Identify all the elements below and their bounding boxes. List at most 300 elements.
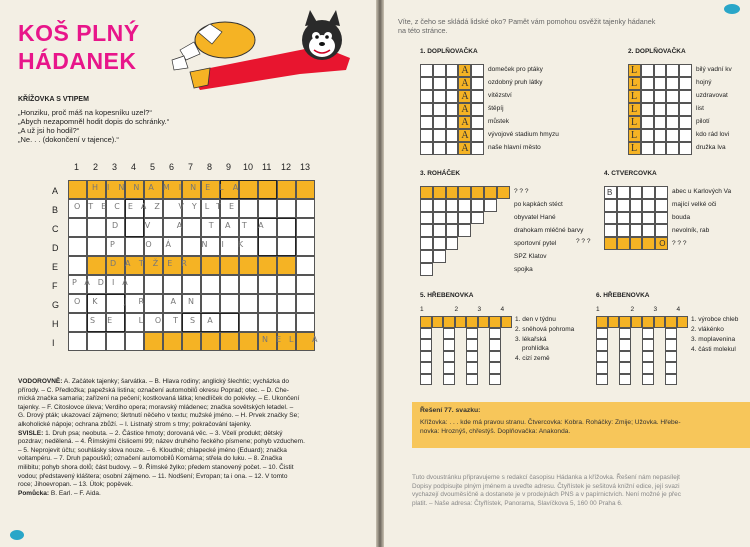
hrebenovka-cell[interactable] [466, 351, 478, 363]
doplnovacka-cell[interactable] [433, 90, 446, 103]
hrebenovka-cell [420, 316, 432, 328]
rohacek-cell[interactable] [446, 199, 459, 212]
doplnovacka-cell[interactable] [641, 116, 654, 129]
doplnovacka-cell [458, 116, 471, 129]
column-number: 5 [150, 162, 156, 172]
cat-illustration [150, 10, 376, 90]
clue-text: naše hlavní město [488, 144, 541, 151]
footer-note [412, 474, 681, 508]
hrebenovka-cell [608, 316, 620, 328]
ctvercovka-grid[interactable] [576, 186, 668, 250]
doplnovacka-cell[interactable] [446, 103, 459, 116]
hrebenovka-cell[interactable] [665, 339, 677, 351]
rohacek-cell[interactable] [420, 237, 433, 250]
rohacek-cell[interactable] [471, 212, 484, 225]
comb-number: 4 [500, 306, 505, 313]
column-number: 8 [207, 162, 213, 172]
crossword-cell [87, 256, 106, 275]
clue-text: A. Začátek tajenky; šarvátka. – B. Hlava rodiny; anglický šlechtic; vycházka do [63, 378, 289, 385]
printed-letter: L [631, 65, 638, 76]
doplnovacka-cell[interactable] [641, 64, 654, 77]
ctvercovka-cell [604, 237, 617, 250]
ctvercovka-cell[interactable] [604, 186, 617, 199]
doplnovacka-1-heading: 1. DOPLŇOVAČKA [420, 48, 478, 55]
clue-text: nevolník, rab [672, 227, 710, 234]
printed-letter: L [631, 130, 638, 141]
rohacek-cell[interactable] [458, 199, 471, 212]
solution-line: Křížovka: . . . kde má pravou stranu. Čtvercovka: Kobra. Roháčky: Zmije; Užovka. Hřebe- [420, 419, 681, 426]
crossword-cell[interactable] [68, 332, 87, 351]
hrebenovka-cell [478, 316, 490, 328]
doplnovacka-cell[interactable] [641, 129, 654, 142]
doplnovacka-1-grid[interactable] [420, 64, 484, 155]
hrebenovka-cell[interactable] [489, 362, 501, 374]
doplnovacka-cell[interactable] [666, 129, 679, 142]
crossword-cell[interactable] [296, 313, 315, 332]
doplnovacka-cell[interactable] [471, 129, 484, 142]
hrebenovka-cell[interactable] [619, 362, 631, 374]
clue-text: 1. den v týdnu [515, 316, 556, 323]
clue-text: vodou; představený kláštera; osobní zájmeno. – 11. Nodšení; Evropan; ta i ona. – 12. V tomto [18, 472, 288, 480]
hrebenovka-cell[interactable] [642, 374, 654, 386]
clue-text: ? ? ? [514, 188, 529, 195]
doplnovacka-cell[interactable] [471, 77, 484, 90]
doplnovacka-cell[interactable] [433, 77, 446, 90]
doplnovacka-cell[interactable] [666, 116, 679, 129]
hint-heading: Pomůcka: [18, 489, 50, 497]
hrebenovka-cell [619, 316, 631, 328]
doplnovacka-cell[interactable] [433, 116, 446, 129]
hrebenovka-cell[interactable] [420, 339, 432, 351]
hrebenovka-6-grid[interactable] [596, 306, 688, 390]
crossword-cell[interactable] [125, 332, 144, 351]
rohacek-grid[interactable] [420, 186, 510, 276]
printed-letter: L [631, 91, 638, 102]
comb-number: 3 [477, 306, 482, 313]
solution-heading: Řešení 77. svazku: [420, 407, 481, 414]
crossword-cell[interactable] [296, 275, 315, 294]
comb-number: 1 [596, 306, 600, 313]
comb-number: 2 [630, 306, 635, 313]
crossword-cell[interactable] [239, 275, 258, 294]
doplnovacka-cell [628, 103, 641, 116]
ctvercovka-cell[interactable] [617, 224, 630, 237]
hrebenovka-cell[interactable] [642, 339, 654, 351]
clue-text: 2. vlákénko [691, 326, 724, 333]
ctvercovka-cell[interactable] [642, 224, 655, 237]
crossword-cell[interactable] [182, 275, 201, 294]
crossword-cell [220, 332, 239, 351]
row-letter: C [52, 224, 59, 234]
crossword-cell[interactable] [87, 332, 106, 351]
hrebenovka-cell[interactable] [443, 351, 455, 363]
comb-number: 4 [676, 306, 681, 313]
rohacek-cell[interactable] [484, 199, 497, 212]
column-number: 6 [169, 162, 175, 172]
clue-text: drahokam mléčné barvy [514, 227, 584, 234]
hrebenovka-cell[interactable] [596, 328, 608, 340]
clue-text: G. Drový pták; ukazovací zájmeno; škrtnutí něčeho v textu; mužské jméno. – H. Prvek značky Se; [18, 412, 300, 420]
printed-letter: A [461, 130, 469, 141]
ctvercovka-cell[interactable] [630, 186, 643, 199]
handwritten-row-i: NEL A [262, 335, 326, 344]
crossword-cell[interactable] [277, 313, 296, 332]
clue-text: hojný [696, 79, 712, 86]
crossword-cell[interactable] [277, 275, 296, 294]
hrebenovka-cell[interactable] [489, 374, 501, 386]
hrebenovka-cell[interactable] [489, 328, 501, 340]
ctvercovka-cell[interactable] [655, 186, 668, 199]
hrebenovka-6-heading: 6. HŘEBENOVKA [596, 292, 650, 299]
hrebenovka-cell[interactable] [596, 374, 608, 386]
crossword-subtitle: KŘÍŽOVKA S VTIPEM [18, 96, 89, 103]
crossword-cell[interactable] [277, 199, 296, 218]
crossword-cell[interactable] [239, 313, 258, 332]
row-letter: D [52, 243, 59, 253]
doplnovacka-cell[interactable] [666, 64, 679, 77]
doplnovacka-cell[interactable] [433, 103, 446, 116]
crossword-cell[interactable] [296, 237, 315, 256]
hrebenovka-cell [631, 316, 643, 328]
crossword-cell [258, 256, 277, 275]
column-number: 1 [74, 162, 80, 172]
crossword-cell[interactable] [296, 256, 315, 275]
printed-letter: L [631, 78, 638, 89]
doplnovacka-cell[interactable] [471, 142, 484, 155]
crossword-cell[interactable] [258, 294, 277, 313]
crossword-cell [239, 332, 258, 351]
crossword-cell[interactable] [163, 275, 182, 294]
crossword-cell[interactable] [68, 256, 87, 275]
title-line-1: KOŠ PLNÝ [18, 20, 140, 46]
doplnovacka-cell[interactable] [641, 90, 654, 103]
joke-line: „A už jsi ho hodil?“ [18, 126, 80, 135]
doplnovacka-cell[interactable] [641, 142, 654, 155]
rohacek-cell [471, 186, 484, 199]
doplnovacka-cell[interactable] [471, 116, 484, 129]
crossword-cell[interactable] [258, 199, 277, 218]
rohacek-cell[interactable] [433, 224, 446, 237]
ctvercovka-cell[interactable] [604, 224, 617, 237]
doplnovacka-cell[interactable] [446, 90, 459, 103]
doplnovacka-cell[interactable] [679, 142, 692, 155]
hrebenovka-cell[interactable] [596, 351, 608, 363]
ctvercovka-cell[interactable] [655, 224, 668, 237]
doplnovacka-cell[interactable] [654, 103, 667, 116]
doplnovacka-cell[interactable] [654, 64, 667, 77]
handwritten-row-g: OK JR AN [74, 297, 207, 306]
hrebenovka-cell[interactable] [642, 362, 654, 374]
crossword-cell[interactable] [87, 237, 106, 256]
hrebenovka-cell [489, 316, 501, 328]
doplnovacka-cell[interactable] [446, 129, 459, 142]
clue-text: vývojové stadium hmyzu [488, 131, 559, 138]
doplnovacka-cell[interactable] [446, 77, 459, 90]
crossword-cell[interactable] [296, 294, 315, 313]
rohacek-cell[interactable] [446, 212, 459, 225]
doplnovacka-cell[interactable] [654, 129, 667, 142]
handwritten-row-f: PADIA [72, 278, 136, 287]
ctvercovka-cell[interactable] [655, 212, 668, 225]
column-number: 2 [93, 162, 99, 172]
row-letter: B [52, 205, 59, 215]
hrebenovka-cell[interactable] [642, 328, 654, 340]
printed-letter: A [461, 78, 469, 89]
clue-text: uzdravovat [696, 92, 728, 99]
comb-number: 3 [653, 306, 658, 313]
clue-text: alkoholické nápoje; ochrana zbůží. – I. Listnatý strom s trny; pokračování tajenky. [18, 420, 252, 428]
hrebenovka-cell[interactable] [420, 362, 432, 374]
row-letter: H [52, 319, 59, 329]
doplnovacka-cell[interactable] [446, 116, 459, 129]
rohacek-cell[interactable] [458, 212, 471, 225]
doplnovacka-cell[interactable] [679, 103, 692, 116]
ctvercovka-cell[interactable] [604, 212, 617, 225]
ctvercovka-cell [642, 237, 655, 250]
crossword-cell [277, 180, 296, 199]
printed-letter: L [631, 117, 638, 128]
clue-text: milibitu; pohyb shora dolů; část budovy. – 9. Římské žylko; předem stanovený počet. – 10. Čistit [18, 463, 294, 471]
crossword-cell [201, 332, 220, 351]
doplnovacka-cell[interactable] [446, 64, 459, 77]
hrebenovka-cell[interactable] [466, 362, 478, 374]
clue-text: ozdobný pruh látky [488, 79, 543, 86]
corner-logo [10, 530, 24, 540]
ctvercovka-cell[interactable] [642, 212, 655, 225]
ctvercovka-cell[interactable] [642, 186, 655, 199]
joke-line: „Ne. . . (dokončení v tajence).“ [18, 135, 119, 144]
hrebenovka-cell[interactable] [420, 374, 432, 386]
doplnovacka-cell[interactable] [471, 64, 484, 77]
clues-block [18, 378, 368, 498]
crossword-cell[interactable] [220, 275, 239, 294]
ctvercovka-cell[interactable] [655, 199, 668, 212]
doplnovacka-cell[interactable] [679, 90, 692, 103]
hrebenovka-cell[interactable] [466, 374, 478, 386]
hrebenovka-cell[interactable] [489, 351, 501, 363]
crossword-cell[interactable] [220, 294, 239, 313]
crossword-cell[interactable] [201, 275, 220, 294]
doplnovacka-cell [458, 142, 471, 155]
crossword-cell[interactable] [258, 313, 277, 332]
doplnovacka-cell[interactable] [420, 90, 433, 103]
ctvercovka-cell [617, 237, 630, 250]
title-line-2: HÁDANEK [18, 48, 137, 74]
doplnovacka-cell [628, 129, 641, 142]
crossword-cell[interactable] [258, 275, 277, 294]
doplnovacka-cell[interactable] [433, 129, 446, 142]
doplnovacka-2-grid[interactable] [628, 64, 692, 155]
doplnovacka-cell[interactable] [433, 64, 446, 77]
hrebenovka-cell[interactable] [619, 328, 631, 340]
clue-text: kdo rád lovi [696, 131, 730, 138]
doplnovacka-cell [628, 77, 641, 90]
clue-text: obyvatel Hané [514, 214, 556, 221]
rohacek-cell[interactable] [433, 237, 446, 250]
clue-text: 3. lékařská [515, 336, 547, 343]
ctvercovka-cell[interactable] [642, 199, 655, 212]
doplnovacka-cell[interactable] [654, 77, 667, 90]
hrebenovka-cell[interactable] [619, 351, 631, 363]
hrebenovka-cell [677, 316, 689, 328]
doplnovacka-cell[interactable] [641, 103, 654, 116]
handwritten-row-d: P OÁ NIK [110, 240, 258, 249]
doplnovacka-cell[interactable] [666, 142, 679, 155]
crossword-cell [144, 332, 163, 351]
doplnovacka-cell[interactable] [420, 129, 433, 142]
row-letter: G [52, 300, 60, 310]
clue-text: 4. cizí země [515, 355, 550, 362]
rohacek-cell[interactable] [458, 224, 471, 237]
crossword-cell[interactable] [239, 294, 258, 313]
rohacek-cell [420, 186, 433, 199]
column-number: 10 [243, 162, 254, 172]
footer-line: Tuto dvoustránku připravujeme s redakcí časopisu Hádanka a křížovka. Řešení nám nepasílejt [412, 474, 680, 481]
hrebenovka-cell [665, 316, 677, 328]
crossword-cell[interactable] [106, 332, 125, 351]
clue-text: bouda [672, 214, 691, 221]
rohacek-cell[interactable] [446, 237, 459, 250]
doplnovacka-cell[interactable] [654, 116, 667, 129]
hrebenovka-cell[interactable] [443, 374, 455, 386]
corner-logo [724, 4, 740, 14]
doplnovacka-cell[interactable] [420, 77, 433, 90]
ctvercovka-cell[interactable] [630, 224, 643, 237]
rohacek-cell[interactable] [420, 224, 433, 237]
clue-text: roce; Jihoevropan. – 13. Útok; popěvek. [18, 481, 133, 489]
rohacek-cell[interactable] [433, 250, 446, 263]
hrebenovka-cell[interactable] [489, 339, 501, 351]
column-number: 11 [262, 162, 272, 172]
doplnovacka-cell [458, 77, 471, 90]
hrebenovka-cell[interactable] [420, 328, 432, 340]
hrebenovka-cell[interactable] [443, 328, 455, 340]
crossword-cell[interactable] [144, 275, 163, 294]
hrebenovka-cell[interactable] [466, 328, 478, 340]
rohacek-cell[interactable] [471, 199, 484, 212]
hrebenovka-cell[interactable] [443, 362, 455, 374]
clue-text: pilotí [696, 118, 710, 125]
doplnovacka-cell[interactable] [420, 116, 433, 129]
doplnovacka-cell[interactable] [666, 90, 679, 103]
clue-text: ? ? ? [672, 240, 687, 247]
ctvercovka-cell[interactable] [617, 199, 630, 212]
rohacek-cell[interactable] [433, 199, 446, 212]
doplnovacka-cell[interactable] [446, 142, 459, 155]
hrebenovka-cell [466, 316, 478, 328]
joke-line: „Abych nezapomněl hodit dopis do schránky.“ [18, 117, 170, 126]
doplnovacka-cell[interactable] [654, 90, 667, 103]
ctvercovka-cell[interactable] [604, 199, 617, 212]
handwritten-row-a: HINNAMINELA [92, 183, 248, 192]
crossword-cell[interactable] [68, 237, 87, 256]
crossword-cell[interactable] [296, 218, 315, 237]
clue-text: štěpíj [488, 105, 504, 112]
rohacek-cell[interactable] [420, 263, 433, 276]
doplnovacka-cell[interactable] [420, 103, 433, 116]
printed-letter: L [631, 104, 638, 115]
rohacek-cell[interactable] [420, 250, 433, 263]
hrebenovka-cell [501, 316, 513, 328]
hrebenovka-cell[interactable] [619, 374, 631, 386]
doplnovacka-2-heading: 2. DOPLŇOVAČKA [628, 48, 686, 55]
rohacek-cell[interactable] [446, 224, 459, 237]
doplnovacka-cell[interactable] [471, 103, 484, 116]
clue-text: pozdrav; nedělená. – 4. Římskými číslicemi 99; název druhého řeckého písmene; pohyb vzduchem. [18, 438, 305, 446]
hrebenovka-cell[interactable] [665, 328, 677, 340]
hrebenovka-cell[interactable] [443, 339, 455, 351]
hrebenovka-cell[interactable] [420, 351, 432, 363]
clue-text: voltampéru. – 7. Druh papoušků; označení automobilů Komárna; střela do luku. – 8. Značka [18, 455, 283, 463]
doplnovacka-cell[interactable] [654, 142, 667, 155]
hrebenovka-cell [654, 316, 666, 328]
row-letter: A [52, 186, 59, 196]
solution-text [420, 418, 681, 436]
crossword-cell[interactable] [87, 218, 106, 237]
handwritten-row-e: DATŽER [110, 259, 196, 268]
doplnovacka-cell[interactable] [433, 142, 446, 155]
solution-line: novka: Hroznýš, chřestýš. Doplňovačka: Anakonda. [420, 428, 571, 435]
ctvercovka-cell[interactable] [630, 212, 643, 225]
hrebenovka-cell[interactable] [596, 362, 608, 374]
crossword-cell[interactable] [68, 218, 87, 237]
doplnovacka-cell[interactable] [679, 116, 692, 129]
doplnovacka-cell[interactable] [666, 103, 679, 116]
rohacek-cell[interactable] [420, 199, 433, 212]
hrebenovka-cell[interactable] [665, 374, 677, 386]
doplnovacka-cell[interactable] [641, 77, 654, 90]
hrebenovka-cell[interactable] [619, 339, 631, 351]
handwritten-row-b: OTECEAZ VYLTE [74, 202, 243, 211]
hrebenovka-cell[interactable] [642, 351, 654, 363]
footer-line: Dopisy podpisujte plným jménem a uveďte adresu. Čtyřlístek je sešitová knižní edice, její svazi [412, 482, 680, 490]
ctvercovka-cell[interactable] [617, 186, 630, 199]
clue-line-svisle-1 [18, 430, 368, 439]
ctvercovka-cell[interactable] [617, 212, 630, 225]
rohacek-cell[interactable] [420, 212, 433, 225]
crossword-cell[interactable] [68, 313, 87, 332]
hrebenovka-cell[interactable] [466, 339, 478, 351]
doplnovacka-cell[interactable] [679, 77, 692, 90]
ctvercovka-cell [655, 237, 668, 250]
hrebenovka-cell[interactable] [665, 351, 677, 363]
clue-text: mající velké oči [672, 201, 717, 208]
hrebenovka-cell[interactable] [596, 339, 608, 351]
doplnovacka-cell[interactable] [679, 129, 692, 142]
doplnovacka-cell[interactable] [420, 64, 433, 77]
printed-letter: A [461, 117, 469, 128]
clue-text: sportovní pytel [514, 240, 557, 247]
right-intro [398, 17, 748, 35]
joke-intro [18, 108, 169, 144]
rohacek-cell[interactable] [433, 212, 446, 225]
hrebenovka-5-grid[interactable] [420, 306, 512, 390]
crossword-cell[interactable] [296, 199, 315, 218]
crossword-cell[interactable] [277, 294, 296, 313]
doplnovacka-cell [628, 90, 641, 103]
clue-text: 2. sněhová pohroma [515, 326, 575, 333]
doplnovacka-cell[interactable] [666, 77, 679, 90]
clue-text: vítězství [488, 92, 512, 99]
doplnovacka-cell[interactable] [471, 90, 484, 103]
doplnovacka-cell[interactable] [679, 64, 692, 77]
hrebenovka-cell[interactable] [665, 362, 677, 374]
ctvercovka-cell[interactable] [630, 199, 643, 212]
doplnovacka-cell[interactable] [420, 142, 433, 155]
printed-letter: A [461, 65, 469, 76]
book-spine [376, 0, 384, 547]
printed-letter: A [461, 104, 469, 115]
